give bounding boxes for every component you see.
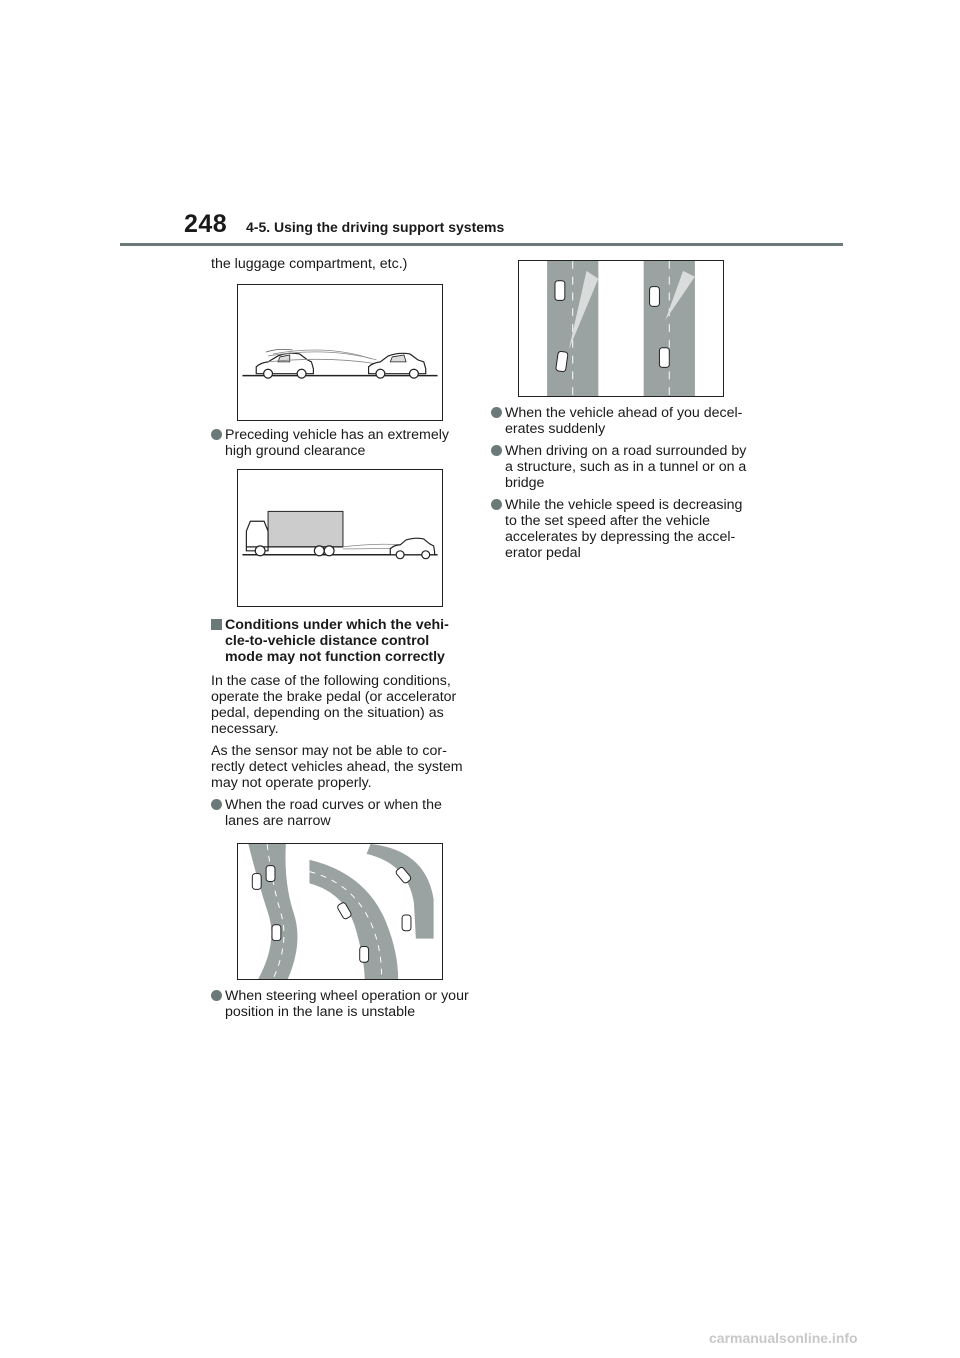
bullet-dot-icon <box>491 445 502 456</box>
right-column <box>491 260 756 567</box>
page-number: 248 <box>184 210 228 238</box>
left-column <box>211 256 469 1026</box>
figure-high-clearance <box>237 469 443 607</box>
illustration-curved-lanes <box>238 844 442 979</box>
figure-low-vehicle <box>237 284 443 421</box>
bullet-dot-icon <box>211 799 222 810</box>
bullet-steering: When steering wheel operation or your position in the lane is unstable <box>211 988 469 1020</box>
own-car-icon <box>256 353 313 378</box>
section-heading: Conditions under which the vehi-cle-to-vehicle distance control mode may not function correctly <box>211 617 469 665</box>
figure-curved-roads <box>237 843 443 980</box>
continued-text: the luggage compartment, etc.) <box>211 256 408 272</box>
illustration-truck-ahead <box>238 470 442 606</box>
heading-square-icon <box>211 619 222 630</box>
watermark: carmanualsonline.info <box>709 1330 858 1346</box>
own-car-icon <box>390 538 434 558</box>
header-rule <box>120 243 843 246</box>
figure-deceleration <box>518 260 724 397</box>
bullet-tunnel: When driving on a road surrounded by a structure, such as in a tunnel or on a bridge <box>491 443 756 491</box>
bullet-dot-icon <box>491 407 502 418</box>
bullet-dot-icon <box>211 990 222 1001</box>
paragraph-brake: In the case of the following conditions, operate the brake pedal (or accelerator pedal, depending on the situation) as necessary. <box>211 673 457 737</box>
bullet-speed: While the vehicle speed is decreasing to the set speed after the vehicle accelerates by depressing the accel-erator pedal <box>491 497 756 561</box>
illustration-sudden-deceleration <box>519 261 723 396</box>
bullet-curves: When the road curves or when the lanes are narrow <box>211 797 469 829</box>
truck-icon <box>246 511 343 555</box>
preceding-car-icon <box>369 353 426 378</box>
section-title: 4-5. Using the driving support systems <box>246 219 505 235</box>
illustration-car-following <box>238 285 442 420</box>
paragraph-sensor: As the sensor may not be able to cor-rectly detect vehicles ahead, the system may not operate properly. <box>211 743 463 791</box>
bullet-high-clearance: Preceding vehicle has an extremely high ground clearance <box>211 427 469 459</box>
bullet-dot-icon <box>211 429 222 440</box>
bullet-decelerates: When the vehicle ahead of you decel-erates suddenly <box>491 405 756 437</box>
bullet-dot-icon <box>491 499 502 510</box>
